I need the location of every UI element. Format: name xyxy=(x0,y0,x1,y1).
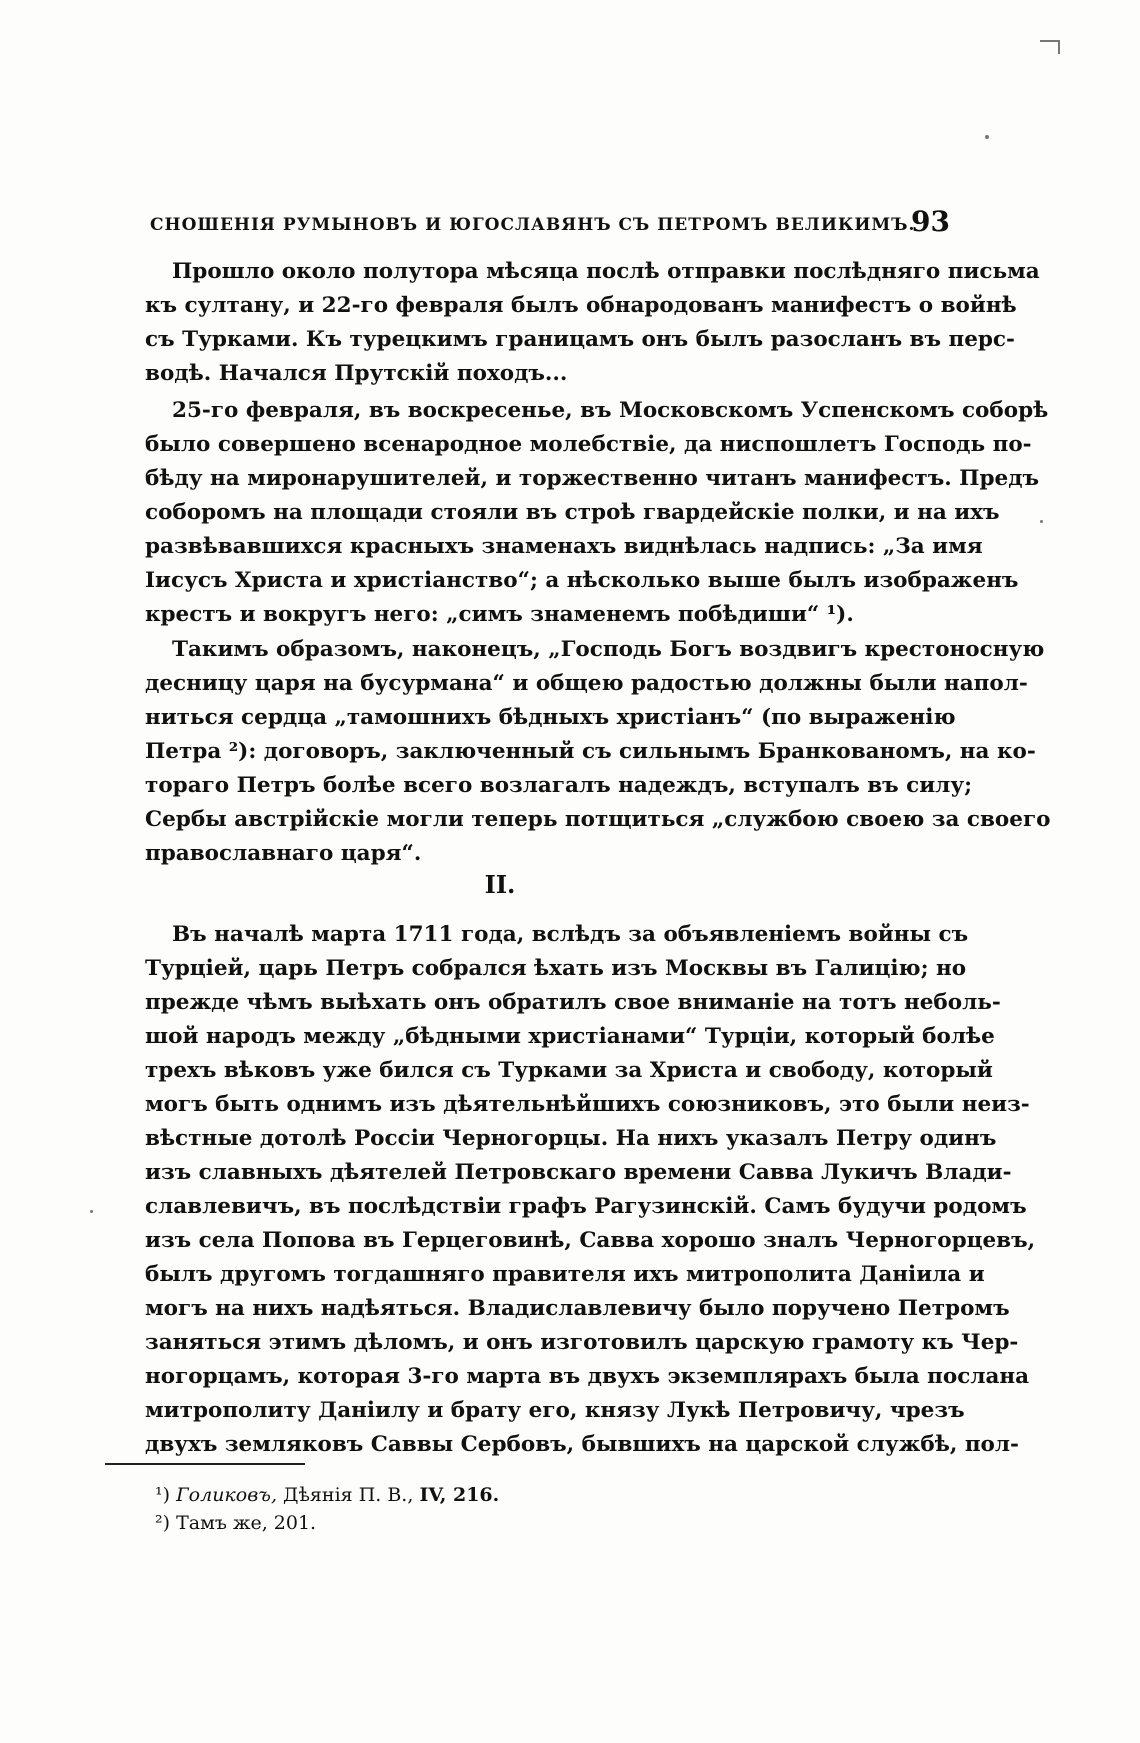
text-line: Прошло около полутора мѣсяца послѣ отправки послѣдняго письма xyxy=(172,259,1040,284)
footnote-reference: IV, 216. xyxy=(419,1484,500,1506)
text-line: десницу царя на бусурмана“ и общею радостью должны были напол- xyxy=(145,671,1028,696)
text-line: изъ славныхъ дѣятелей Петровскаго времени Савва Лукичъ Влади- xyxy=(145,1160,1012,1185)
text-line: съ Турками. Къ турецкимъ границамъ онъ былъ разосланъ въ перс- xyxy=(145,327,1015,352)
text-line: трехъ вѣковъ уже бился съ Турками за Христа и свободу, который xyxy=(145,1058,993,1083)
text-line: Въ началѣ марта 1711 года, вслѣдъ за объявленіемъ войны съ xyxy=(172,922,969,947)
scan-artifact xyxy=(90,1210,93,1213)
running-header xyxy=(150,205,950,241)
footnote-1 xyxy=(155,1482,499,1508)
text-line: ногорцамъ, которая 3-го марта въ двухъ экземплярахъ была послана xyxy=(145,1364,1030,1389)
text-line: Такимъ образомъ, наконецъ, „Господь Богъ воздвигъ крестоносную xyxy=(172,637,1045,662)
text-line: Сербы австрійскіе могли теперь потщиться „службою своею за своего xyxy=(145,807,1051,832)
footnote-author: Голиковъ, xyxy=(176,1484,277,1506)
text-line: шой народъ между „бѣдными христіанами“ Турціи, который болѣе xyxy=(145,1024,995,1049)
text-line: къ султану, и 22-го февраля былъ обнародованъ манифестъ о войнѣ xyxy=(145,293,1017,318)
footnote-title: Дѣянія П. В., xyxy=(283,1484,414,1506)
text-line: ниться сердца „тамошнихъ бѣдныхъ христіанъ“ (по выраженію xyxy=(145,705,956,730)
text-line: крестъ и вокругъ него: „симъ знаменемъ побѣдиши“ ¹). xyxy=(145,602,854,627)
text-line: заняться этимъ дѣломъ, и онъ изготовилъ царскую грамоту къ Чер- xyxy=(145,1330,1019,1355)
text-line: православнаго царя“. xyxy=(145,841,422,866)
text-line: могъ быть однимъ изъ дѣятельнѣйшихъ союзниковъ, это были неиз- xyxy=(145,1092,1030,1117)
text-line: митрополиту Даніилу и брату его, князу Лукѣ Петровичу, чрезъ xyxy=(145,1398,965,1423)
scan-artifact xyxy=(985,135,989,139)
text-line: развѣвавшихся красныхъ знаменахъ виднѣлась надпись: „За имя xyxy=(145,534,983,559)
scan-artifact xyxy=(1058,40,1060,54)
text-line: двухъ земляковъ Саввы Сербовъ, бывшихъ на царской службѣ, пол- xyxy=(145,1432,1019,1457)
footnote-mark: ¹) xyxy=(155,1484,171,1506)
footnote-text: Тамъ же, 201. xyxy=(176,1512,317,1534)
text-line: былъ другомъ тогдашняго правителя ихъ митрополита Даніила и xyxy=(145,1262,985,1287)
text-line: бѣду на миронарушителей, и торжественно читанъ манифестъ. Предъ xyxy=(145,466,1040,491)
footnote-divider xyxy=(105,1463,305,1465)
footnote-2 xyxy=(155,1510,316,1536)
text-line: Іисусъ Христа и христіанство“; а нѣсколько выше былъ изображенъ xyxy=(145,568,1019,593)
text-line: могъ на нихъ надѣяться. Владиславлевичу было поручено Петромъ xyxy=(145,1296,1010,1321)
text-line: соборомъ на площади стояли въ строѣ гвардейскіе полки, и на ихъ xyxy=(145,500,1000,525)
text-line: водѣ. Начался Прутскій походъ... xyxy=(145,361,568,386)
text-line: изъ села Попова въ Герцеговинѣ, Савва хорошо зналъ Черногорцевъ, xyxy=(145,1228,1036,1253)
text-line: славлевичъ, въ послѣдствіи графъ Рагузинскій. Самъ будучи родомъ xyxy=(145,1194,1027,1219)
running-title: СНОШЕНІЯ РУМЫНОВЪ И ЮГОСЛАВЯНЪ СЪ ПЕТРОМЪ ВЕЛИКИМЪ. xyxy=(150,215,916,235)
text-line: Турціей, царь Петръ собрался ѣхать изъ Москвы въ Галицію; но xyxy=(145,956,967,981)
scan-artifact xyxy=(1040,520,1043,523)
section-heading: II. xyxy=(484,870,516,899)
text-line: вѣстные дотолѣ Россіи Черногорцы. На нихъ указалъ Петру одинъ xyxy=(145,1126,997,1151)
text-line: 25-го февраля, въ воскресенье, въ Московскомъ Успенскомъ соборѣ xyxy=(172,398,1049,423)
text-line: было совершено всенародное молебствіе, да ниспошлетъ Господь по- xyxy=(145,432,1032,457)
text-line: тораго Петръ болѣе всего возлагалъ надеждъ, вступалъ въ силу; xyxy=(145,773,973,798)
text-line: прежде чѣмъ выѣхать онъ обратилъ свое вниманіе на тотъ неболь- xyxy=(145,990,1001,1015)
footnote-mark: ²) xyxy=(155,1512,171,1534)
text-line: Петра ²): договоръ, заключенный съ сильнымъ Бранкованомъ, на ко- xyxy=(145,739,1036,764)
page-number: 93 xyxy=(911,205,950,238)
scan-artifact xyxy=(1040,40,1060,42)
